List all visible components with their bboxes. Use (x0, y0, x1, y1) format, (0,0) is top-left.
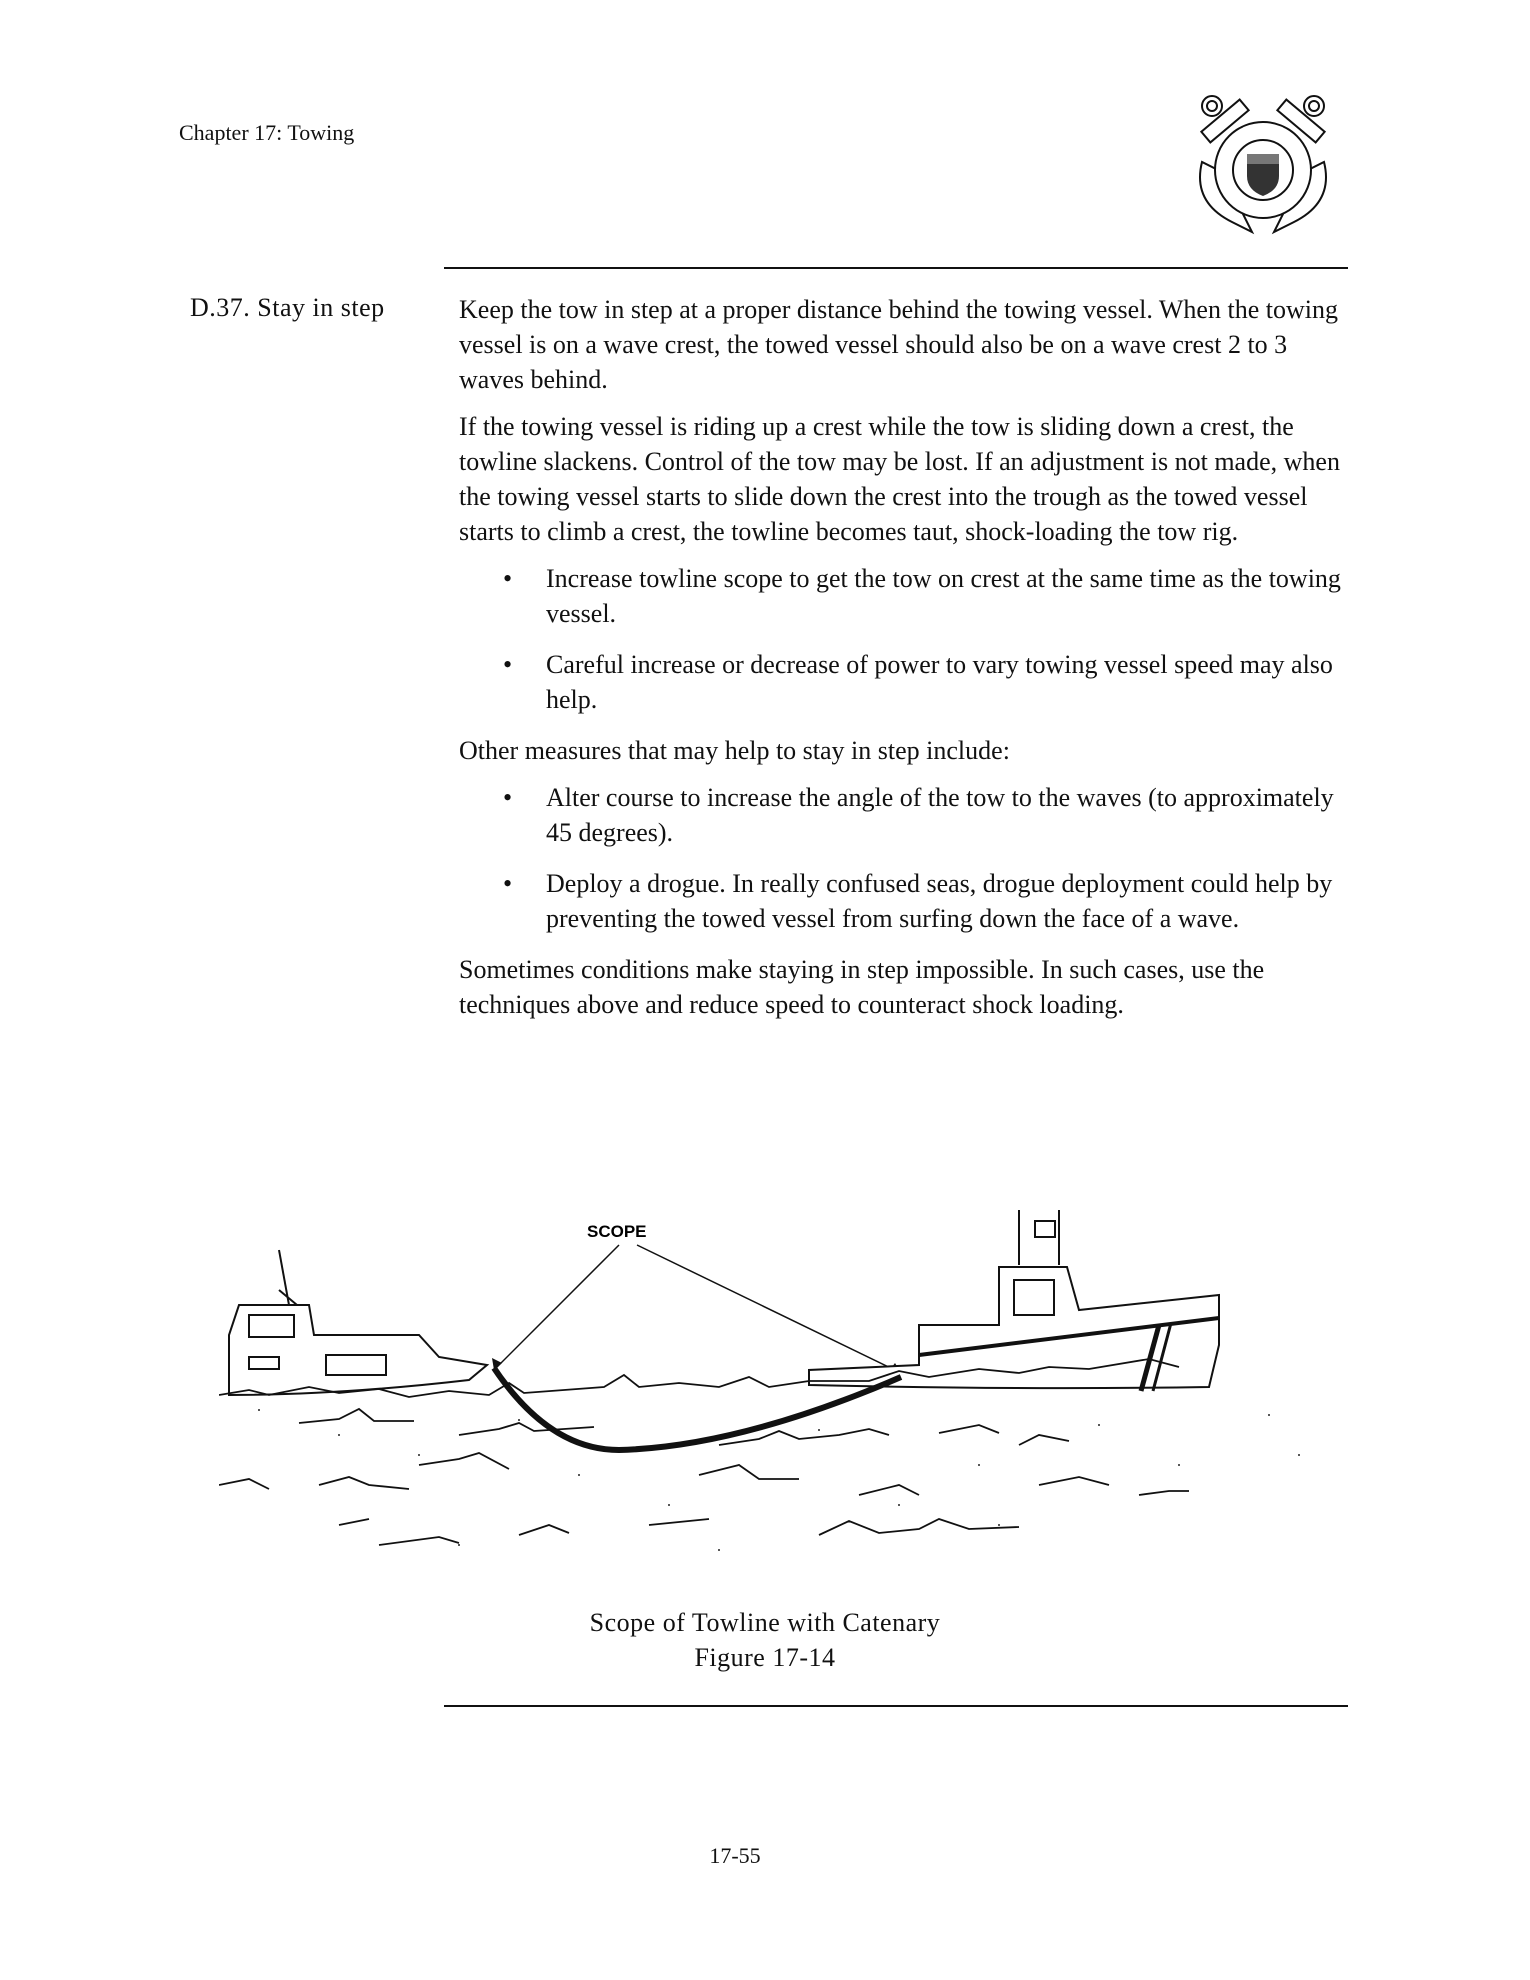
bullet-text: Careful increase or decrease of power to vary towing vessel speed may also help. (546, 650, 1333, 714)
bullet-icon: • (503, 564, 513, 593)
bullet-item (459, 561, 1349, 631)
bullet-icon: • (503, 869, 513, 898)
bullet-text: Increase towline scope to get the tow on crest at the same time as the towing vessel. (546, 564, 1341, 628)
towing-boat (809, 1210, 1219, 1391)
bullet-icon: • (503, 783, 513, 812)
bullet-text: Alter course to increase the angle of the tow to the waves (to approximately 45 degrees). (546, 783, 1334, 847)
bullet-item (459, 866, 1349, 936)
scope-label: SCOPE (587, 1222, 647, 1241)
paragraph: Other measures that may help to stay in step include: (459, 736, 1010, 765)
coast-guard-seal-logo (1192, 92, 1334, 240)
bullet-item (459, 780, 1349, 850)
scope-arrows (494, 1245, 901, 1373)
chapter-header: Chapter 17: Towing (179, 120, 355, 145)
bullet-icon: • (503, 650, 513, 679)
section-label: D.37. Stay in step (190, 293, 385, 322)
page-number: 17-55 (709, 1843, 761, 1868)
bullet-text: Deploy a drogue. In really confused seas, drogue deployment could help by preventing the towed vessel from surfing down the face of a wave. (546, 869, 1333, 933)
figure-caption: Scope of Towline with Catenary (589, 1608, 941, 1637)
paragraph: Keep the tow in step at a proper distance behind the towing vessel. When the towing vessel is on a wave crest, the towed vessel should also be on a wave crest 2 to 3 waves behind. (459, 295, 1338, 394)
figure-number: Figure 17-14 (694, 1643, 836, 1672)
paragraph: Sometimes conditions make staying in step impossible. In such cases, use the techniques above and reduce speed to counteract shock loading. (459, 955, 1265, 1019)
towline-scope-illustration (219, 1205, 1329, 1565)
bottom-divider (444, 1705, 1348, 1707)
paragraph: If the towing vessel is riding up a crest while the tow is sliding down a crest, the towline slackens. Control of the tow may be lost. If an adjustment is not made, when the towing vessel starts to slide down the crest into the trough as the towed vessel starts to climb a crest, the towline becomes taut, shock-loading the tow rig. (459, 412, 1340, 546)
bullet-item (459, 647, 1349, 717)
top-divider (444, 267, 1348, 269)
section-body (459, 292, 1349, 1034)
towed-boat (229, 1250, 487, 1395)
